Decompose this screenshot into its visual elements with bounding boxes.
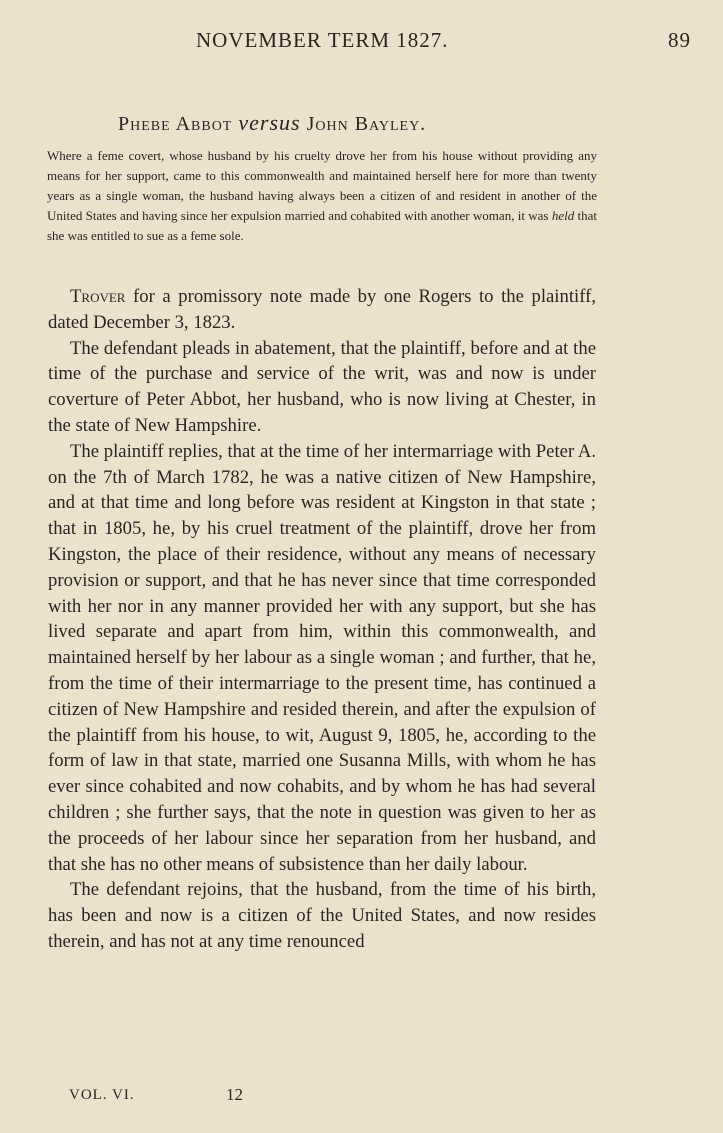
defendant-name: John Bayley.	[306, 113, 427, 135]
versus-word: versus	[238, 110, 301, 135]
opinion-body	[48, 284, 596, 955]
head-note-held: held	[551, 208, 575, 223]
page-number: 89	[668, 28, 691, 52]
paragraph-4: The defendant rejoins, that the husband, from the time of his birth, has been and now is a citizen of the United States, and now resides therein, and has not at any time renounced	[48, 879, 596, 952]
paragraph-1	[48, 284, 596, 336]
page-header	[0, 28, 723, 60]
plaintiff-name: Phebe Abbot	[118, 113, 233, 135]
head-note-text: Where a feme covert, whose husband by his cruelty drove her from his house without providing any means for her support, came to this commonwealth and maintained herself here for more than twenty years as a single woman, the husband having always been a citizen of and resident in another of the United States and having since her expulsion married and cohabited with another woman, it was	[47, 148, 597, 223]
case-title	[118, 110, 678, 136]
running-head: NOVEMBER TERM 1827.	[196, 28, 449, 52]
paragraph-1-text: for a promissory note made by one Rogers to the plaintiff, dated December 3, 1823.	[48, 286, 596, 333]
trover-lead: Trover	[70, 286, 126, 307]
signature-mark: 12	[226, 1085, 243, 1104]
page-footer	[69, 1085, 369, 1109]
head-note	[47, 146, 597, 246]
paragraph-3: The plaintiff replies, that at the time of her intermarriage with Peter A. on the 7th of March 1782, he was a native citizen of New Hampshire, and at that time and long before was resident at Kingston in that state ; that in 1805, he, by his cruel treatment of the plaintiff, drove her from Kingston, the place of their residence, without any means of necessary provision or support, and that he has never since that time corresponded with her nor in any manner provided her with any support, but she has lived separate and apart from him, within this commonwealth, and maintained herself by her labour as a single woman ; and further, that he, from the time of their intermarriage to the present time, has continued a citizen of New Hampshire and resided therein, and after the expulsion of the plaintiff from his house, to wit, August 9, 1805, he, according to the form of law in that state, married one Susanna Mills, with whom he has ever since cohabited and now cohabits, and by whom he has had several children ; she further says, that the note in question was given to her as the proceeds of her labour since her separation from her husband, and that she has no other means of subsistence than her daily labour.	[48, 440, 596, 875]
volume-label: VOL. VI.	[69, 1087, 135, 1103]
paragraph-2: The defendant pleads in abatement, that the plaintiff, before and at the time of the purchase and service of the writ, was and now is under coverture of Peter Abbot, her husband, who is now living at Chester, in the state of New Hampshire.	[48, 337, 596, 436]
head-note-end: that she was entitled to sue as a feme sole.	[47, 208, 598, 243]
